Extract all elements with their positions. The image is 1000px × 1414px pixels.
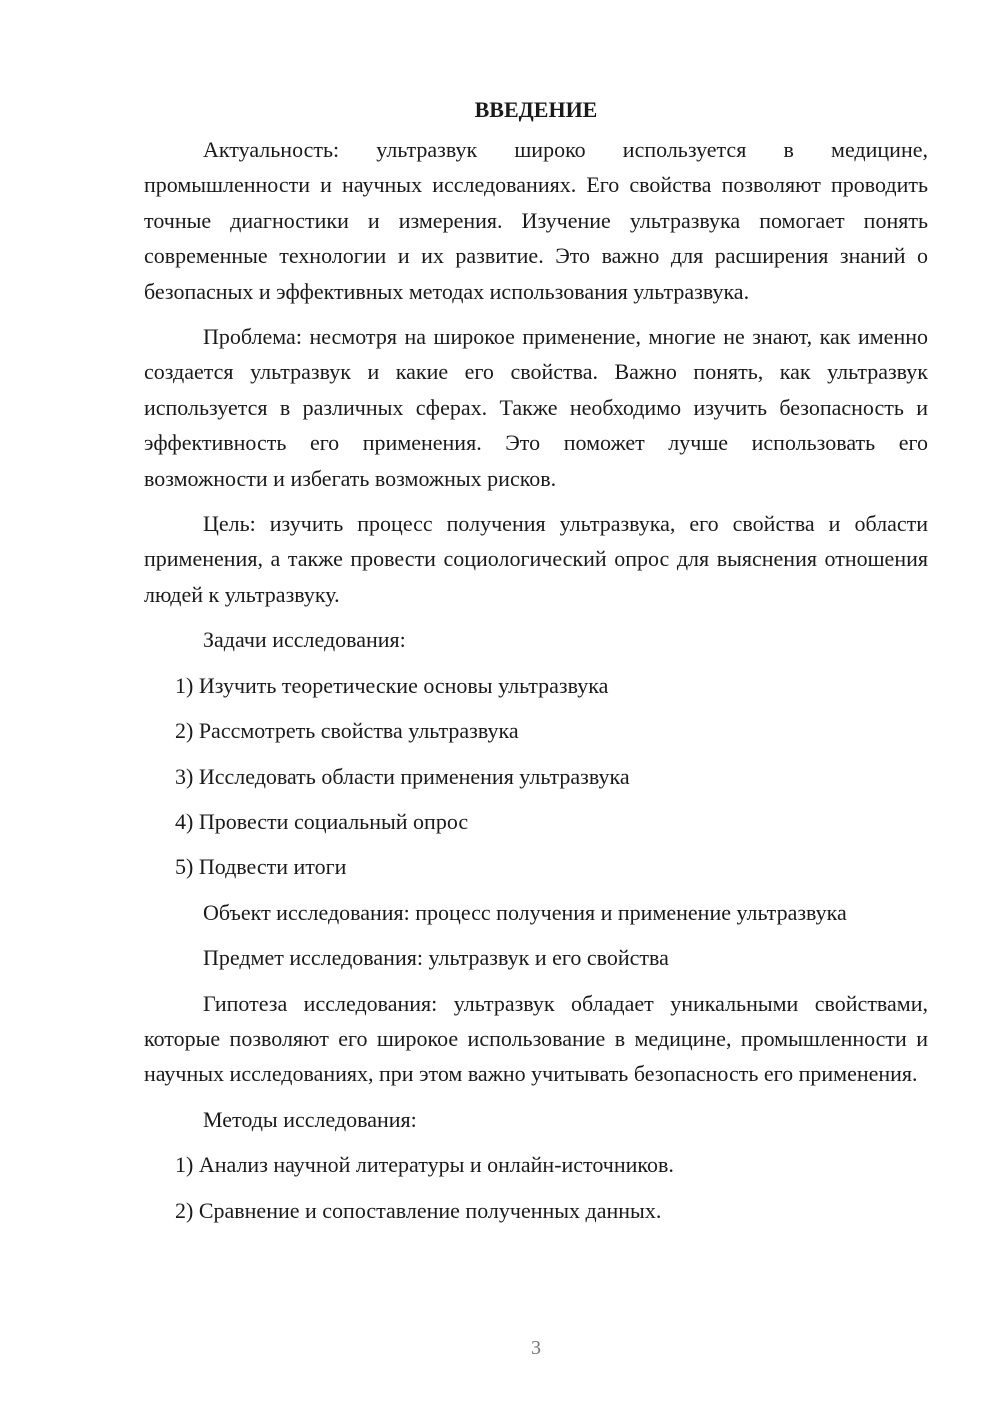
tasks-title: Задачи исследования: — [203, 627, 406, 653]
goal-paragraph: Цель: изучить процесс получения ультразвука, его свойства и области применения, а также провести социологический опрос для выяснения отношения людей к ультразвуку. — [144, 511, 928, 607]
research-object: Объект исследования: процесс получения и применение ультразвука — [203, 899, 847, 925]
problem-paragraph: Проблема: несмотря на широкое применение, многие не знают, как именно создается ультразвук и какие его свойства. Важно понять, как ультразвук используется в различных сферах. Также необходимо изучить безопасность и эффективность его применения. Это поможет лучше использовать его возможности и избегать возможных рисков. — [144, 324, 928, 491]
page-number: 3 — [531, 1337, 541, 1359]
hypothesis-paragraph: Гипотеза исследования: ультразвук обладает уникальными свойствами, которые позволяют его широкое использование в медицине, промышленности и научных исследованиях, при этом важно учитывать безопасность его применения. — [144, 990, 928, 1087]
method-item-1: 1) Анализ научной литературы и онлайн-источников. — [175, 1152, 674, 1178]
task-item-3: 3) Исследовать области применения ультразвука — [175, 763, 630, 789]
task-item-4: 4) Провести социальный опрос — [175, 808, 469, 834]
task-item-2: 2) Рассмотреть свойства ультразвука — [175, 718, 519, 744]
section-heading: ВВЕДЕНИЕ — [474, 97, 598, 122]
document-body — [144, 92, 928, 1238]
task-item-5: 5) Подвести итоги — [175, 854, 347, 880]
relevance-paragraph: Актуальность: ультразвук широко используется в медицине, промышленности и научных исследованиях. Его свойства позволяют проводить точные диагностики и измерения. Изучение ультразвука помогает понять современные технологии и их развитие. Это важно для расширения знаний о безопасных и эффективных методах использования ультразвука. — [144, 137, 928, 304]
methods-title: Методы исследования: — [203, 1106, 417, 1132]
method-item-2: 2) Сравнение и сопоставление полученных данных. — [175, 1197, 662, 1223]
task-item-1: 1) Изучить теоретические основы ультразвука — [175, 672, 609, 698]
research-subject: Предмет исследования: ультразвук и его свойства — [203, 945, 669, 971]
